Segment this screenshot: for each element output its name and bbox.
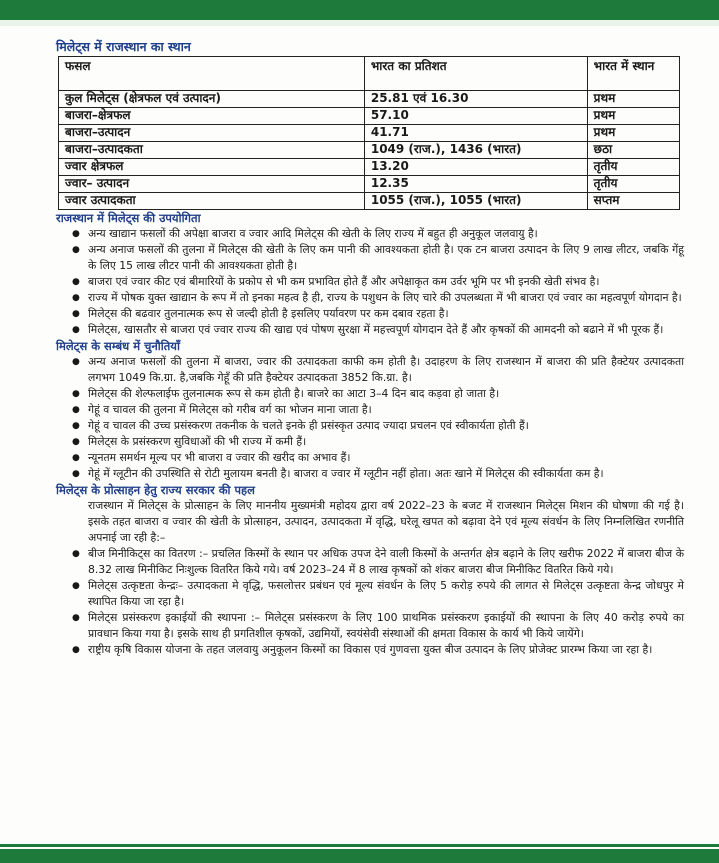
cell-crop: ज्वार– उत्पादन bbox=[59, 176, 365, 193]
list-item: ● गेहूं व चावल की तुलना में मिलेट्स को गरीब वर्ग का भोजन माना जाता है। bbox=[56, 402, 684, 418]
list-item: ● गेहूं में ग्लूटीन की उपस्थिति से रोटी मुलायम बनती है। बाजरा व ज्वार में ग्लूटीन नहीं होता। अतः खाने में मिलेट्स की स्वीकार्यता कम है। bbox=[56, 466, 684, 482]
cell-percent: 1055 (राज.), 1055 (भारत) bbox=[364, 193, 587, 210]
list-item: ● न्यूनतम समर्थन मूल्य पर भी बाजरा व ज्वार की खरीद का अभाव हैं। bbox=[56, 450, 684, 466]
col-header-crop: फसल bbox=[59, 57, 365, 91]
usefulness-list bbox=[56, 226, 684, 338]
cell-crop: ज्वार क्षेत्रफल bbox=[59, 159, 365, 176]
cell-crop: बाजरा–क्षेत्रफल bbox=[59, 108, 365, 125]
list-item: ● मिलेट्स के प्रसंस्करण सुविधाओं की भी राज्य में कमी हैं। bbox=[56, 434, 684, 450]
initiatives-heading: मिलेट्स के प्रोत्साहन हेतु राज्य सरकार की पहल bbox=[56, 483, 255, 497]
cell-percent: 57.10 bbox=[364, 108, 587, 125]
page-content bbox=[56, 38, 684, 658]
cell-percent: 13.20 bbox=[364, 159, 587, 176]
cell-crop: कुल मिलेट्स (क्षेत्रफल एवं उत्पादन) bbox=[59, 91, 365, 108]
cell-rank: सप्तम bbox=[587, 193, 679, 210]
list-item: ● राज्य में पोषक युक्त खाद्यान के रूप में तो इनका महत्व है ही, राज्य के पशुधन के लिए चारे की उपलब्धता में भी बाजरा एवं ज्वार का महत्वपूर्ण योगदान है। bbox=[56, 290, 684, 306]
table-heading: मिलेट्स में राजस्थान का स्थान bbox=[56, 39, 191, 54]
cell-rank: प्रथम bbox=[587, 91, 679, 108]
bottom-green-band bbox=[0, 849, 719, 863]
table-row bbox=[59, 193, 680, 210]
cell-crop: ज्वार उत्पादकता bbox=[59, 193, 365, 210]
list-item: ● गेहूं व चावल की उच्च प्रसंस्करण तकनीक के चलते इनके ही प्रसंस्कृत उत्पाद ज्यादा प्रचलन एवं स्वीकार्यता होती हैं। bbox=[56, 418, 684, 434]
initiatives-list bbox=[56, 546, 684, 658]
cell-rank: तृतीय bbox=[587, 176, 679, 193]
cell-rank: छठा bbox=[587, 142, 679, 159]
table-row bbox=[59, 159, 680, 176]
list-item: ● मिलेट्स, खासतौर से बाजरा एवं ज्वार राज्य की खाद्य एवं पोषण सुरक्षा में महत्त्वपूर्ण योगदान देते हैं और कृषकों की आमदनी को बढाने में भी पूरक हैं। bbox=[56, 322, 684, 338]
table-row bbox=[59, 176, 680, 193]
table-header-row bbox=[59, 57, 680, 91]
table-row bbox=[59, 125, 680, 142]
cell-percent: 41.71 bbox=[364, 125, 587, 142]
table-row bbox=[59, 142, 680, 159]
list-item: ● राष्ट्रीय कृषि विकास योजना के तहत जलवायु अनुकूलन किस्मों का विकास एवं गुणवत्ता युक्त बीज उत्पादन के लिए प्रोजेक्ट प्रारम्भ किया जा रहा है। bbox=[56, 642, 684, 658]
list-item: ● मिलेट्स प्रसंस्करण इकाईयों की स्थापना :– मिलेट्स प्रसंस्करण के लिए 100 प्राथमिक प्रसंस्करण इकाईयों की स्थापना के लिए 40 करोड़ रुपये का प्रावधान किया गया है। इसके साथ ही प्रगतिशील कृषकों, उद्यमियों, स्वयंसेवी संस्थाओं की क्षमता विकास के कार्य भी किये जायेंगे। bbox=[56, 610, 684, 642]
list-item: ● बीज मिनीकिट्स का वितरण :– प्रचलित किस्मों के स्थान पर अधिक उपज देने वाली किस्मों के अन्तर्गत क्षेत्र बढ़ाने के लिए खरीफ 2022 में बाजरा बीज के 8.32 लाख मिनीकिट निःशुल्क वितरित किये गये। वर्ष 2023–24 में 8 लाख कृषकों को शंकर बाजरा बीज मिनीकिट वितरित किये गये। bbox=[56, 546, 684, 578]
top-band-shadow bbox=[0, 20, 719, 26]
list-item: ● अन्य अनाज फसलों की तुलना में मिलेट्स की खेती के लिए कम पानी की आवश्यकता होती है। एक टन बाजरा उत्पादन के लिए 9 लाख लीटर, जबकि गेंहू के लिए 15 लाख लीटर पानी की आवश्यकता होती है। bbox=[56, 242, 684, 274]
col-header-rank: भारत में स्थान bbox=[587, 57, 679, 91]
cell-percent: 25.81 एवं 16.30 bbox=[364, 91, 587, 108]
col-header-percent: भारत का प्रतिशत bbox=[364, 57, 587, 91]
list-item: ● मिलेट्स की शेल्फलाईफ तुलनात्मक रूप से कम होती है। बाजरे का आटा 3–4 दिन बाद कड़वा हो जाता है। bbox=[56, 386, 684, 402]
cell-rank: प्रथम bbox=[587, 108, 679, 125]
cell-crop: बाजरा–उत्पादन bbox=[59, 125, 365, 142]
list-item: ● मिलेट्स की बढवार तुलनात्मक रूप से जल्दी होती है इसलिए पर्यावरण पर कम दबाव रहता है। bbox=[56, 306, 684, 322]
bottom-rule bbox=[0, 844, 719, 847]
usefulness-heading: राजस्थान में मिलेट्स की उपयोगिता bbox=[56, 211, 201, 225]
cell-rank: प्रथम bbox=[587, 125, 679, 142]
initiatives-intro: राजस्थान में मिलेट्स के प्रोत्साहन के लिए माननीय मुख्यमंत्री महोदय द्वारा वर्ष 2022–23 के बजट में राजस्थान मिलेट्स मिशन की घोषणा की गई है। इसके तहत बाजरा व ज्वार की खेती के प्रोत्साहन, उत्पादन, उत्पादकता में वृद्धि, घरेलू खपत को बढ़ावा देने एवं मूल्य संवर्धन के लिए निम्नलिखित रणनीति अपनाई जा रही है:– bbox=[88, 499, 684, 544]
list-item: ● मिलेट्स उत्कृष्टता केन्द्रः– उत्पादकता मे वृद्धि, फसलोत्तर प्रबंधन एवं मूल्य संवर्धन के लिए 5 करोड़ रुपये की लागत से मिलेट्स उत्कृष्टता केन्द्र जोधपुर मे स्थापित किया जा रहा है। bbox=[56, 578, 684, 610]
cell-crop: बाजरा–उत्पादकता bbox=[59, 142, 365, 159]
challenges-heading: मिलेट्स के सम्बंध में चुनौतियाँ bbox=[56, 339, 180, 353]
top-green-band bbox=[0, 0, 719, 20]
list-item: ● अन्य खाद्यान फसलों की अपेक्षा बाजरा व ज्वार आदि मिलेट्स की खेती के लिए राज्य में बहुत ही अनुकूल जलवायु है। bbox=[56, 226, 684, 242]
table-row bbox=[59, 91, 680, 108]
cell-rank: तृतीय bbox=[587, 159, 679, 176]
list-item: ● अन्य अनाज फसलों की तुलना में बाजरा, ज्वार की उत्पादकता काफी कम होती है। उदाहरण के लिए राजस्थान में बाजरा की प्रति हैक्टेयर उत्पादकता लगभग 1049 कि.ग्रा. है,जबकि गेहूँ की प्रति हैक्टेयर उत्पादकता 3852 कि.ग्रा. है। bbox=[56, 354, 684, 386]
millets-rank-table bbox=[58, 56, 680, 210]
cell-percent: 12.35 bbox=[364, 176, 587, 193]
list-item: ● बाजरा एवं ज्वार कीट एवं बीमारियों के प्रकोप से भी कम प्रभावित होते हैं और अपेक्षाकृत कम उर्वर भूमि पर भी इनकी खेती संभव है। bbox=[56, 274, 684, 290]
cell-percent: 1049 (राज.), 1436 (भारत) bbox=[364, 142, 587, 159]
challenges-list bbox=[56, 354, 684, 482]
table-row bbox=[59, 108, 680, 125]
